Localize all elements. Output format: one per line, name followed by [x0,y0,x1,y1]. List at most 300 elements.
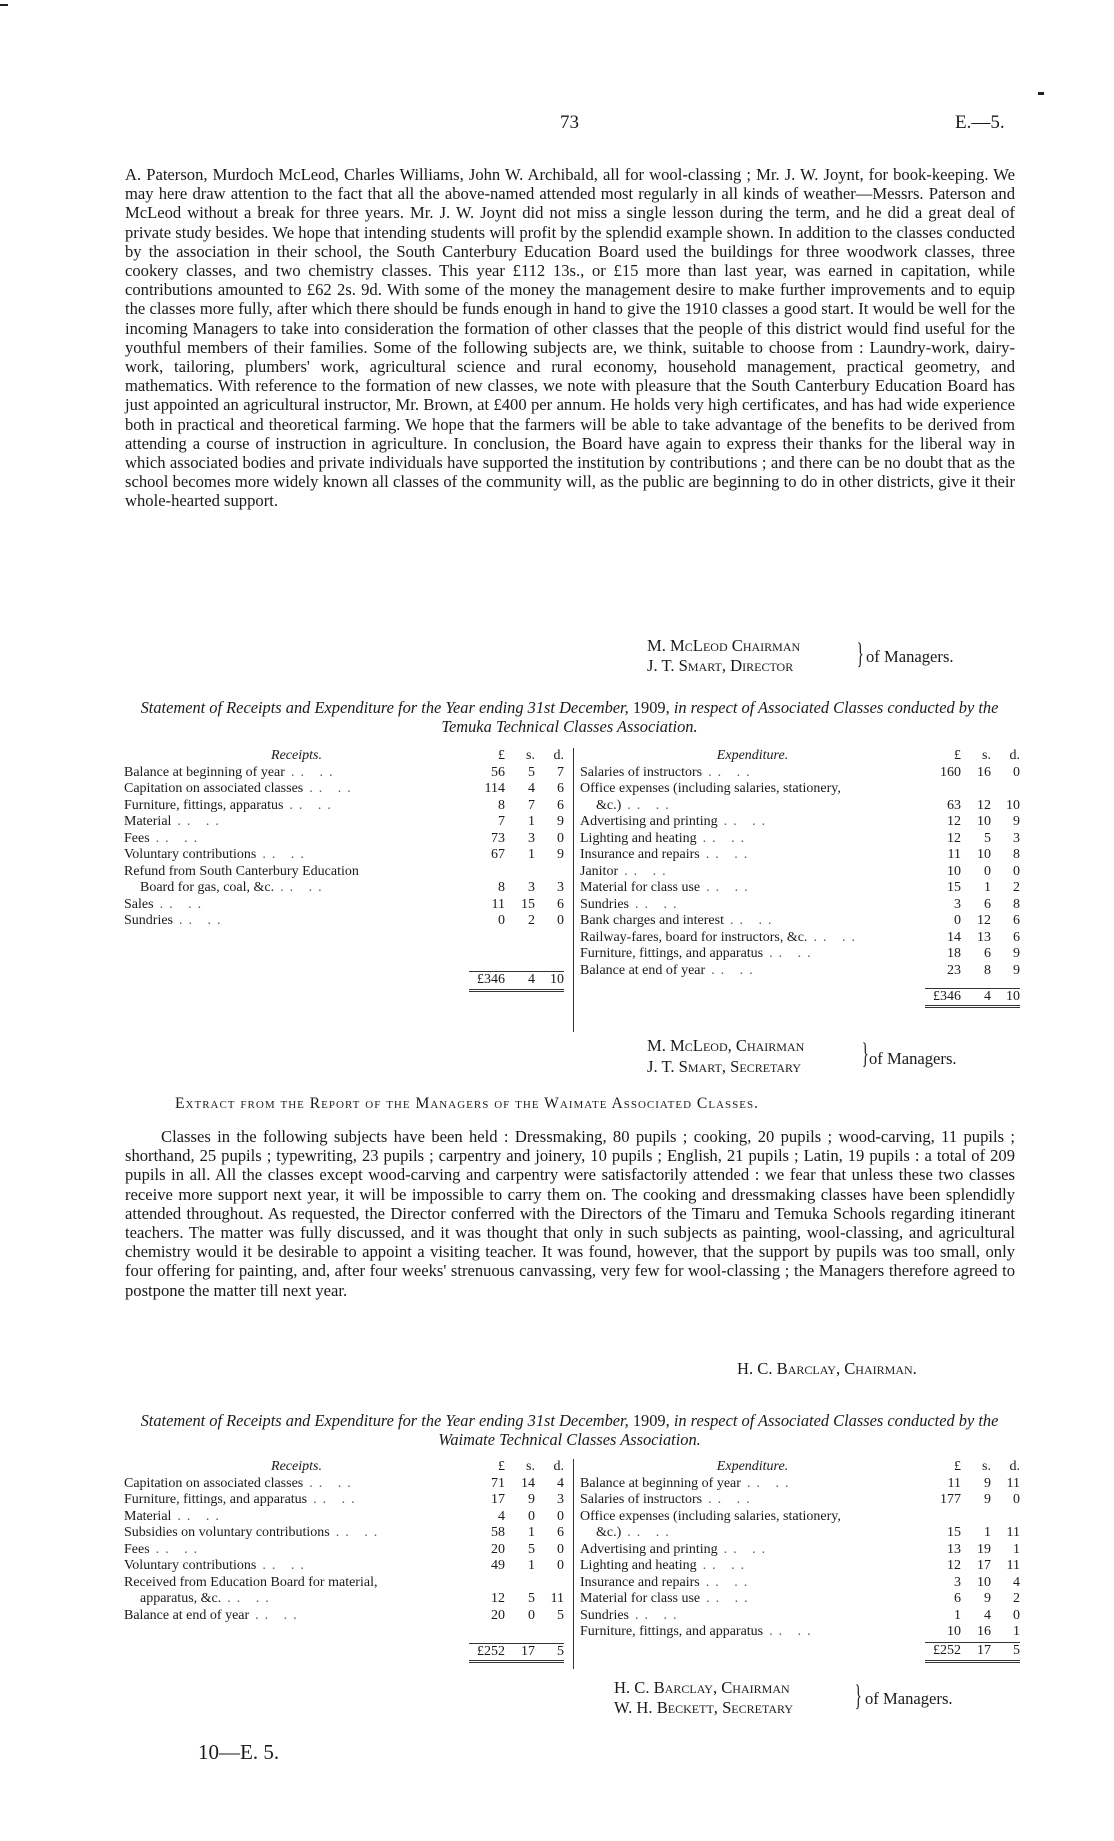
amount-shillings: 10 [977,847,991,862]
ledger-item-text: Material for class use [580,880,701,895]
ledger-item-label [124,781,469,798]
ledger-row [124,814,564,831]
leader-dots: .. .. [227,1591,275,1606]
leader-dots: .. .. [335,1525,384,1540]
leader-dots: .. .. [177,1508,225,1524]
amount-pence: 9 [557,814,564,829]
amount-pounds: 160 [940,764,961,780]
amount-pence: 6 [1013,929,1020,945]
amount-pounds: 12 [947,1558,961,1573]
temuka-receipts-total-shillings: 4 [505,972,535,991]
ledger-item-label [124,831,469,848]
amount-shillings: 5 [528,764,535,780]
amount-pence: 0 [557,913,564,928]
amount-shillings: 10 [977,1574,991,1590]
leader-dots: .. .. [309,1475,357,1491]
ledger-item-text: Voluntary contributions [124,1558,257,1573]
ledger-item-label [124,765,469,782]
amount-pence: 0 [1013,863,1020,879]
amount-pounds: 11 [947,1475,961,1491]
amount-pence: 9 [1013,814,1020,829]
ledger-item-label [580,864,925,881]
waimate-receipts-head: Receipts. [271,1459,322,1474]
amount-pounds: 49 [491,1558,505,1573]
ledger-item-label [124,847,469,864]
amount-shillings [961,781,991,798]
amount-pounds: 6 [954,1591,961,1606]
ledger-item-text: Material for class use [580,1591,701,1606]
amount-pence [535,1575,564,1592]
amount-shillings: 1 [984,880,991,895]
amount-shillings: 9 [528,1492,535,1507]
ledger-item-text: Office expenses (including salaries, stationery, [580,781,841,796]
amount-pounds: 4 [498,1508,505,1524]
signature-4-secretary [614,1698,793,1718]
ledger-item-text: Bank charges and interest [580,913,724,928]
ledger-item-text: Subsidies on voluntary contributions [124,1525,330,1540]
ledger-row [124,1575,564,1592]
money-head-pounds: £ [498,1459,505,1474]
leader-dots: .. .. [723,814,772,829]
leader-dots: .. .. [313,1492,361,1507]
ledger-item-text: Sundries [124,913,173,928]
ledger-item-label [124,913,469,930]
amount-shillings: 0 [528,1508,535,1524]
leader-dots: .. .. [705,847,754,862]
amount-pounds: 12 [491,1591,505,1606]
leader-dots: .. .. [769,946,817,961]
signature-2-chairman [647,1036,804,1056]
ledger-row [124,897,564,914]
leader-dots: .. .. [179,913,227,928]
amount-pence: 2 [1013,880,1020,895]
ledger-item-label [580,930,925,947]
amount-shillings: 5 [984,830,991,846]
ledger-row [124,847,564,864]
ledger-item-label [124,864,469,881]
ledger-item-label [124,1558,469,1575]
ledger-item-label [124,1525,469,1542]
sig2-brace: } [861,1037,869,1070]
money-head-shillings: s. [982,1459,991,1474]
leader-dots: .. .. [702,1558,751,1573]
waimate-extract-title: Extract from the Report of the Managers of the Waimate Associated Classes. [175,1095,759,1112]
ledger-row [580,1492,1020,1509]
temuka-expenditure-table [580,748,1020,1008]
ledger-row [124,765,564,782]
waimate-expenditure-head: Expenditure. [716,1459,789,1474]
ledger-item-text: Furniture, fittings, apparatus [124,797,284,813]
ledger-item-text: Furniture, fittings, and apparatus [124,1492,308,1507]
ledger-item-text: Lighting and heating [580,830,697,846]
amount-shillings: 12 [977,913,991,928]
paragraph-2-text: Classes in the following subjects have been held : Dressmaking, 80 pupils ; cooking, 20 pupils ; wood-carving, 11 pupils ; shorthand, 25 pupils ; typewriting, 23 pupils ; carpentry and joinery, 10 pupils ; English, 21 pupils ; Latin, 19 pupils : a total of 209 pupils in all. All the classes except wood-carving and carpentry were satisfactorily attended : we fear that unless these two classes receive more support next year, it will be impossible to carry them on. The cooking and dressmaking classes have been splendidly attended throughout. As requested, the Director conferred with the Directors of the Timaru and Temuka Schools regarding itinerant teachers. The matter was fully discussed, and it was thought that only in such subjects as painting, wool-classing, and agricultural chemistry would it be desirable to appoint a visiting teacher. It was found, however, that the support by pupils was too small, only four offering for painting, and, after four weeks' strenuous canvassing, very few for wool-classing ; the Managers therefore agreed to postpone the matter till next year. [125,1127,1015,1300]
waimate-expenditure-table [580,1459,1020,1663]
amount-pence: 8 [1013,896,1020,912]
signature-1-chairman [647,636,800,656]
ledger-item-label [580,781,925,798]
ledger-row [580,880,1020,897]
ledger-row [124,781,564,798]
temuka-column-divider [573,748,574,1032]
amount-shillings: 3 [528,880,535,895]
money-head-pence: d. [553,748,564,763]
page-reference: E.—5. [955,112,1005,133]
leader-dots: .. .. [702,830,751,846]
ledger-item-text: Sales [124,896,154,912]
amount-pounds: 63 [947,797,961,813]
amount-pounds: 20 [491,1607,505,1623]
temuka-expenditure [580,748,1020,1008]
ledger-item-label [124,1608,469,1625]
ledger-item-label [124,1509,469,1526]
scan-edge-mark-right [1038,92,1044,95]
waimate-expenditure-total-shillings: 17 [961,1643,991,1662]
money-head-pounds: £ [498,748,505,763]
ledger-item-text: Material [124,814,172,829]
amount-pence: 11 [1006,1475,1020,1491]
amount-shillings: 9 [984,1492,991,1507]
waimate-title-year: 1909, [632,1411,670,1430]
amount-pence: 9 [557,847,564,862]
amount-pounds: 177 [940,1492,961,1507]
ledger-item-text: Board for gas, coal, &c. [140,880,275,895]
temuka-expenditure-total-shillings: 4 [961,988,991,1007]
amount-pounds: 12 [947,830,961,846]
sig4-line2: W. H. Beckett, Secretary [614,1698,794,1717]
amount-pounds: 3 [954,896,961,912]
amount-pence: 0 [1013,1607,1020,1623]
amount-pence: 2 [1013,1591,1020,1606]
ledger-row [124,1492,564,1509]
temuka-expenditure-head: Expenditure. [716,748,789,763]
ledger-item-label [580,1575,925,1592]
ledger-row [580,913,1020,930]
leader-dots: .. .. [280,880,328,895]
amount-pounds: 71 [491,1475,505,1491]
amount-shillings: 4 [984,1607,991,1623]
ledger-item-label [580,897,925,914]
ledger-row [124,1509,564,1526]
amount-pounds: 1 [954,1607,961,1623]
amount-shillings [505,1575,535,1592]
amount-pounds: 56 [491,764,505,780]
waimate-expenditure-total-pounds: £252 [925,1643,961,1662]
amount-pence [991,1509,1020,1526]
amount-pounds: 114 [484,781,505,796]
amount-shillings: 1 [528,1525,535,1540]
amount-pence: 11 [1006,1525,1020,1540]
amount-pounds: 73 [491,830,505,846]
ledger-item-text: Advertising and printing [580,1541,718,1557]
leader-dots: .. .. [262,847,310,862]
ledger-item-label [580,765,925,782]
amount-pounds: 12 [947,814,961,829]
leader-dots: .. .. [729,913,778,928]
amount-pence: 6 [557,781,564,796]
ledger-row [580,1591,1020,1608]
ledger-row [580,814,1020,831]
sig1-of-managers: of Managers. [866,647,954,666]
ledger-row [580,831,1020,848]
ledger-item-text: Office expenses (including salaries, stationery, [580,1508,841,1524]
amount-pounds: 67 [491,847,505,862]
leader-dots: .. .. [711,962,759,978]
amount-shillings: 8 [984,962,991,978]
amount-shillings: 19 [977,1541,991,1557]
temuka-receipts-total-pence: 10 [535,972,564,991]
ledger-item-text: Material [124,1508,172,1524]
temuka-title-year: 1909, [632,698,670,717]
amount-shillings: 5 [528,1541,535,1557]
amount-pence: 6 [557,896,564,912]
waimate-expenditure [580,1459,1020,1663]
ledger-item-text: Capitation on associated classes [124,1475,304,1491]
ledger-item-text: Sundries [580,896,629,912]
amount-shillings: 13 [977,929,991,945]
ledger-item-text: Railway-fares, board for instructors, &c. [580,929,808,945]
waimate-title-a: Statement of Receipts and Expenditure for the Year ending 31st December, [140,1411,629,1430]
amount-pence: 0 [557,1508,564,1524]
ledger-item-text: Janitor [580,863,619,879]
amount-pence: 8 [1013,847,1020,862]
waimate-receipts-table [124,1459,564,1663]
ledger-row [124,1608,564,1625]
amount-shillings: 17 [977,1558,991,1573]
ledger-row [124,831,564,848]
amount-pence: 6 [1013,913,1020,928]
waimate-column-divider [573,1459,574,1669]
leader-dots: .. .. [262,1558,310,1573]
leader-dots: .. .. [708,1492,756,1507]
leader-dots: .. .. [255,1607,303,1623]
ledger-item-text: Received from Education Board for material, [124,1574,378,1590]
leader-dots: .. .. [289,797,337,813]
sig2-of-managers: of Managers. [869,1049,957,1068]
ledger-row [124,1476,564,1493]
leader-dots: .. .. [708,764,756,780]
amount-pounds [469,1575,505,1592]
amount-shillings: 6 [984,896,991,912]
ledger-item-label [580,1608,925,1625]
temuka-receipts-total-pounds: £346 [469,972,505,991]
ledger-item-label [124,1476,469,1493]
ledger-item-label [124,1492,469,1509]
amount-pounds: 0 [498,913,505,928]
ledger-row [580,1608,1020,1625]
sig4-line1: H. C. Barclay, Chairman [614,1678,790,1697]
ledger-item-text: Salaries of instructors [580,764,703,780]
amount-pounds: 10 [947,1624,961,1639]
amount-pounds: 18 [947,946,961,961]
ledger-item-label [124,1591,469,1608]
amount-shillings: 4 [528,781,535,796]
ledger-item-label [580,913,925,930]
leader-dots: .. .. [706,1591,754,1606]
scan-edge-mark-left [0,4,8,6]
ledger-item-label [580,1525,925,1542]
money-head-pounds: £ [954,748,961,763]
leader-dots: .. .. [813,929,861,945]
ledger-item-label [580,946,925,963]
leader-dots: .. .. [723,1541,772,1557]
ledger-row [580,1476,1020,1493]
ledger-item-label [580,847,925,864]
ledger-item-text: &c.) [596,1525,622,1540]
sig4-brace: } [854,1679,862,1712]
amount-pence: 1 [1013,1624,1020,1639]
amount-pence: 10 [1006,797,1020,813]
ledger-item-label [580,1492,925,1509]
temuka-title-b: in respect of Associated Classes conducted by the Temuka Technical Classes Association. [441,698,999,736]
amount-shillings: 6 [984,946,991,961]
ledger-row [580,798,1020,815]
amount-shillings: 0 [528,1607,535,1623]
amount-pounds: 7 [498,814,505,829]
ledger-row [580,781,1020,798]
money-head-pounds: £ [954,1459,961,1474]
amount-pounds: 20 [491,1541,505,1557]
ledger-item-label [580,798,925,815]
ledger-item-text: Balance at end of year [580,962,706,978]
ledger-row [124,880,564,897]
page-number: 73 [560,112,579,133]
ledger-item-label [580,963,925,980]
amount-pence: 6 [557,1525,564,1540]
amount-pounds: 14 [947,929,961,945]
amount-shillings: 16 [977,764,991,780]
amount-shillings: 1 [528,847,535,862]
amount-pence: 0 [1013,764,1020,780]
amount-pence: 11 [550,1591,564,1606]
leader-dots: .. .. [635,1607,683,1623]
money-head-shillings: s. [526,748,535,763]
ledger-item-label [580,1542,925,1559]
ledger-item-label [580,1591,925,1608]
amount-pence [535,864,564,881]
amount-pence: 0 [557,830,564,846]
amount-shillings: 3 [528,830,535,846]
ledger-row [124,913,564,930]
waimate-receipts-total-pounds: £252 [469,1643,505,1662]
leader-dots: .. .. [746,1475,795,1491]
ledger-row [580,847,1020,864]
temuka-title-a: Statement of Receipts and Expenditure for the Year ending 31st December, [140,698,629,717]
leader-dots: .. .. [309,781,357,796]
waimate-receipts-total-shillings: 17 [505,1643,535,1662]
amount-pence: 3 [557,880,564,895]
amount-pounds: 15 [947,880,961,895]
ledger-item-label [124,798,469,815]
amount-shillings: 12 [977,797,991,813]
ledger-item-label [124,897,469,914]
signature-4-chairman [614,1678,790,1698]
ledger-item-text: Insurance and repairs [580,1574,700,1590]
ledger-row [580,765,1020,782]
ledger-item-text: Furniture, fittings, and apparatus [580,946,764,961]
ledger-row [580,963,1020,980]
amount-pounds: 8 [498,797,505,813]
amount-shillings: 14 [521,1475,535,1491]
ledger-row [580,946,1020,963]
ledger-item-text: Furniture, fittings, and apparatus [580,1624,764,1639]
amount-pounds [469,864,505,881]
leader-dots: .. .. [159,896,208,912]
body-paragraph-2 [125,1127,1015,1300]
leader-dots: .. .. [177,814,225,829]
ledger-row [124,1591,564,1608]
amount-pounds [925,781,961,798]
amount-pounds: 0 [954,913,961,928]
sig1-line1: M. McLeod Chairman [647,636,801,655]
money-head-pence: d. [1009,1459,1020,1474]
amount-shillings [961,1509,991,1526]
sig1-line2: J. T. Smart, Director [647,656,794,675]
ledger-item-label [580,1624,925,1641]
amount-shillings: 9 [984,1475,991,1491]
amount-pounds: 15 [947,1525,961,1540]
amount-pence: 9 [1013,962,1020,978]
amount-pounds: 3 [954,1574,961,1590]
ledger-item-text: Balance at end of year [124,1607,250,1623]
paragraph-1-text: A. Paterson, Murdoch McLeod, Charles Williams, John W. Archibald, all for wool-classing ; Mr. J. W. Joynt, for book-keeping. We may here draw attention to the fact that all the above-named attended most regularly in all kinds of weather—Messrs. Paterson and McLeod without a break for three years. Mr. J. W. Joynt did not miss a single lesson during the term, and he did a great deal of private study besides. We hope that intending students will profit by the splendid example shown. In addition to the classes conducted by the association in their school, the South Canterbury Education Board used the buildings for three woodwork classes, three cookery classes, and two chemistry classes. This year £112 13s., or £15 more than last year, was earned in capitation, while contributions amounted to £62 2s. 9d. With some of the money the management desire to make further improvements and to equip the classes more fully, after which there should be funds enough in hand to give the 1910 classes a good start. It would be well for the incoming Managers to take into consideration the formation of other classes that the people of this district would find useful for the youthful members of their families. Some of the following subjects are, we think, suitable to choose from : Laundry-work, dairy-work, tailoring, plumbers' work, agricultural science and rural economy, household management, practical geometry, and mathematics. With reference to the formation of new classes, we note with pleasure that the South Canterbury Education Board has just appointed an agricultural instructor, Mr. Brown, at £400 per annum. He holds very high certificates, and has had wide experience both in practical and theoretical farming. We hope that the farmers will be able to take advantage of the benefits to be derived from attending a course of instruction in agriculture. In conclusion, the Board have again to express their thanks for the liberal way in which associated bodies and private individuals have supported the institution by contributions ; and there can be no doubt that as the school becomes more widely known all classes of the community will, as the public are beginning to do in other districts, give it their whole-hearted support. [125,165,1015,511]
leader-dots: .. .. [627,1525,675,1540]
waimate-title-b: in respect of Associated Classes conducted by the Waimate Technical Classes Association. [438,1411,999,1449]
amount-pounds: 11 [947,847,961,862]
waimate-receipts [124,1459,564,1663]
amount-pence: 11 [1006,1558,1020,1573]
amount-pence: 7 [557,764,564,780]
amount-pence: 5 [557,1607,564,1623]
ledger-item-text: Capitation on associated classes [124,781,304,796]
ledger-row [580,897,1020,914]
ledger-row [124,798,564,815]
temuka-receipts-head: Receipts. [271,748,322,763]
money-head-pence: d. [1009,748,1020,763]
ledger-item-text: Insurance and repairs [580,847,700,862]
ledger-item-label [124,880,469,897]
amount-shillings: 0 [984,863,991,879]
amount-pounds: 8 [498,880,505,895]
amount-pence: 0 [557,1541,564,1557]
ledger-row [124,864,564,881]
ledger-item-text: Voluntary contributions [124,847,257,862]
ledger-item-label [580,1476,925,1493]
sig4-of-managers: of Managers. [865,1689,953,1708]
ledger-row [580,930,1020,947]
amount-pence: 1 [1013,1541,1020,1557]
amount-pounds [925,1509,961,1526]
ledger-row [580,1575,1020,1592]
ledger-row [580,1509,1020,1526]
leader-dots: .. .. [155,1541,204,1557]
leader-dots: .. .. [635,896,683,912]
amount-pence: 3 [1013,830,1020,846]
ledger-row [124,1558,564,1575]
ledger-item-label [124,1542,469,1559]
amount-pence [991,781,1020,798]
ledger-item-text: apparatus, &c. [140,1591,222,1606]
waimate-expenditure-total-pence: 5 [991,1643,1020,1662]
ledger-item-text: Salaries of instructors [580,1492,703,1507]
ledger-row [580,1558,1020,1575]
ledger-item-text: Refund from South Canterbury Education [124,863,359,879]
ledger-item-text: Sundries [580,1607,629,1623]
waimate-receipts-total-pence: 5 [535,1643,564,1662]
signature-2-secretary [647,1057,801,1077]
temuka-statement-title [122,698,1017,736]
ledger-item-label [124,1575,469,1592]
